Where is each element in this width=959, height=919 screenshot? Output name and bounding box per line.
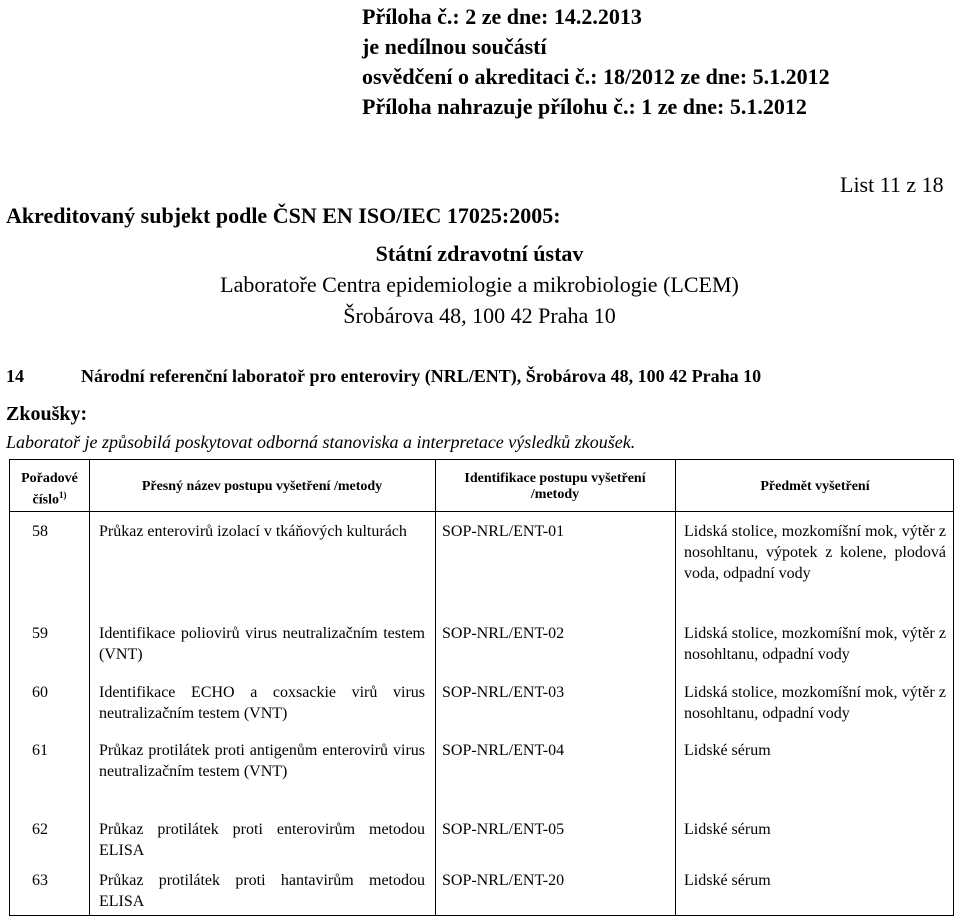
section-title: Národní referenční laboratoř pro enteroviry (NRL/ENT), Šrobárova 48, 100 42 Praha 10 [81,366,762,386]
header-name: Přesný název postupu vyšetření /metody [141,479,383,494]
row-method-name: Průkaz protilátek proti antigenům enterovirů virus neutralizačním testem (VNT) [99,742,425,780]
table-header [10,460,953,512]
row-method-id: SOP-NRL/ENT-03 [442,684,565,701]
column-divider [89,460,90,915]
row-method-name: Průkaz protilátek proti hantavirům metodou ELISA [99,872,425,910]
org-lab: Laboratoře Centra epidemiologie a mikrobiologie (LCEM) [220,272,739,297]
row-number: 62 [32,821,48,838]
section-number: 14 [6,366,24,386]
row-method-id: SOP-NRL/ENT-02 [442,625,565,642]
annex-line: Příloha č.: 2 ze dne: 14.2.2013 [362,4,642,29]
row-number: 58 [32,523,48,540]
integral-part-line: je nedílnou součástí [362,34,547,59]
replaces-line: Příloha nahrazuje přílohu č.: 1 ze dne: 5.1.2012 [362,94,807,119]
section-heading [6,366,761,387]
tests-heading: Zkoušky: [6,403,88,425]
row-method-name: Průkaz protilátek proti enterovirům metodou ELISA [99,821,425,859]
lab-note: Laboratoř je způsobilá poskytovat odborná stanoviska a interpretace výsledků zkoušek. [6,432,636,452]
row-method-name: Identifikace ECHO a coxsackie virů virus neutralizačním testem (VNT) [99,684,425,722]
row-method-id: SOP-NRL/ENT-05 [442,821,565,838]
row-subject: Lidské sérum [684,821,771,838]
header-subject: Předmět vyšetření [760,479,870,494]
row-subject: Lidské sérum [684,742,771,759]
page-number: List 11 z 18 [840,172,944,197]
row-number: 59 [32,625,48,642]
row-number: 61 [32,742,48,759]
row-number: 60 [32,684,48,701]
header-ident: Identifikace postupu vyšetření /metody [464,471,646,502]
row-method-id: SOP-NRL/ENT-01 [442,523,565,540]
row-subject: Lidská stolice, mozkomíšní mok, výtěr z nosohltanu, odpadní vody [684,684,946,722]
row-method-name: Identifikace poliovirů virus neutralizačním testem (VNT) [99,625,425,663]
row-subject: Lidská stolice, mozkomíšní mok, výtěr z nosohltanu, odpadní vody [684,625,946,663]
certificate-line: osvědčení o akreditaci č.: 18/2012 ze dne: 5.1.2012 [362,64,830,89]
org-name: Státní zdravotní ústav [375,241,584,266]
subject-title: Akreditovaný subjekt podle ČSN EN ISO/IEC 17025:2005: [6,203,561,228]
row-number: 63 [32,872,48,889]
row-method-id: SOP-NRL/ENT-20 [442,872,565,889]
row-method-id: SOP-NRL/ENT-04 [442,742,565,759]
column-divider [435,460,436,915]
tests-table [9,459,954,916]
row-method-name: Průkaz enterovirů izolací v tkáňových kulturách [99,523,407,540]
column-divider [675,460,676,915]
org-address: Šrobárova 48, 100 42 Praha 10 [343,303,616,328]
row-subject: Lidská stolice, mozkomíšní mok, výtěr z nosohltanu, výpotek z kolene, plodová voda, odpadní vody [684,523,946,582]
header-order: Pořadové číslo$^{1)}$ [21,471,78,508]
row-subject: Lidské sérum [684,872,771,889]
